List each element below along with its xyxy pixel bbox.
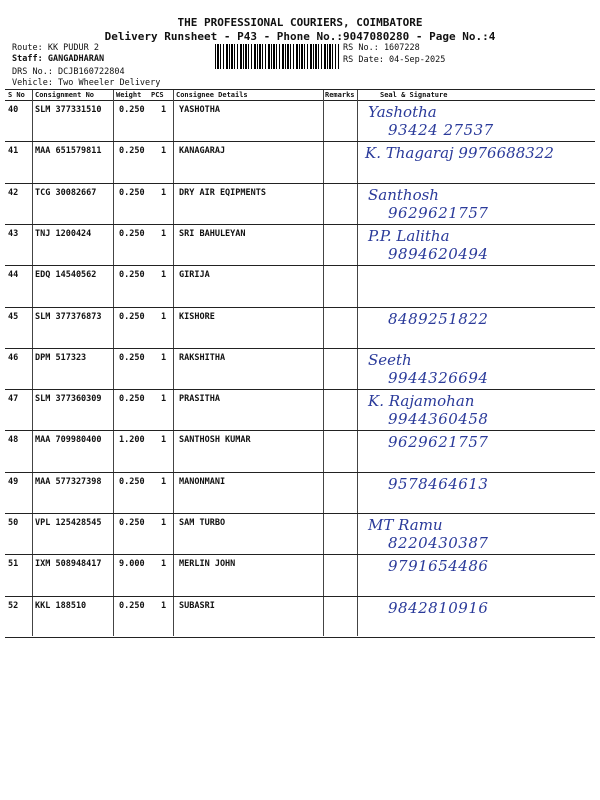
signature-phone: 9629621757 [388,433,489,452]
signature [368,392,488,428]
cell-consignee: GIRIJA [179,270,210,281]
cell-sno: 44 [8,270,19,281]
cell-weight: 0.250 [119,476,145,487]
signature-name: MT Ramu [368,516,443,534]
signature-phone: 9944326694 [388,368,489,387]
row-divider [5,596,595,597]
cell-sno: 50 [8,518,19,528]
staff-name: GANGADHARAN [47,54,105,64]
cell-pcs: 1 [161,228,167,239]
cell-pcs: 1 [161,394,167,405]
cell-consignment: SLM 377360309 [35,394,102,405]
cell-consignment: TCG 30082667 [35,187,97,198]
signature [368,433,488,451]
cell-sno: 47 [8,394,19,405]
cell-pcs: 1 [161,311,167,322]
cell-weight: 9.000 [119,559,145,570]
cell-sno: 49 [8,476,19,487]
document-subtitle: Delivery Runsheet - P43 - Phone No.:9047080280 - Page No.:4 [104,30,496,43]
cell-consignee: DRY AIR EQIPMENTS [179,187,266,198]
signature-phone: 9842810916 [388,598,489,617]
staff-row [12,54,104,64]
signature [368,351,488,387]
barcode [215,44,339,69]
cell-pcs: 1 [161,476,167,487]
row-divider [5,472,595,473]
col-header-consignment: Consignment No [35,91,95,99]
cell-weight: 0.250 [119,518,145,528]
row-divider [5,141,595,142]
signature [365,144,554,162]
row-divider [5,265,595,266]
cell-weight: 0.250 [119,270,145,281]
cell-consignee: SANTHOSH KUMAR [179,435,251,446]
signature [368,227,488,263]
rs-date: RS Date: 04-Sep-2025 [343,55,446,65]
signature-phone: 93424 27537 [388,121,494,139]
cell-pcs: 1 [161,146,167,157]
col-header-pcs: PCS [151,91,164,99]
cell-pcs: 1 [161,105,167,115]
signature [368,516,488,552]
row-divider [5,183,595,184]
cell-pcs: 1 [161,435,167,446]
cell-weight: 1.200 [119,435,145,446]
row-divider [5,637,595,638]
cell-sno: 48 [8,435,19,446]
signature-phone: 9894620494 [388,244,489,263]
cell-consignee: SRI BAHULEYAN [179,228,246,239]
cell-consignment: VPL 125428545 [35,518,102,528]
signature [368,186,488,222]
cell-weight: 0.250 [119,600,145,611]
signature-name: Santhosh [368,185,439,204]
cell-sno: 46 [8,352,19,363]
cell-pcs: 1 [161,187,167,198]
rs-number: RS No.: 1607228 [343,43,420,53]
cell-sno: 51 [8,559,19,570]
cell-sno: 52 [8,600,19,611]
col-header-consignee: Consignee Details [176,91,248,99]
row-divider [5,307,595,308]
cell-sno: 40 [8,105,19,115]
signature-name: Yashotha [368,103,437,121]
cell-weight: 0.250 [119,311,145,322]
drs-number: DRS No.: DCJB160722804 [12,67,125,77]
signature-phone: 9578464613 [388,474,489,493]
cell-sno: 41 [8,146,19,157]
cell-consignment: MAA 709980400 [35,435,102,446]
signature-name: Seeth [368,350,412,369]
signature-phone: 9944360458 [388,410,489,429]
signature-phone: 9629621757 [388,203,489,222]
row-divider [5,513,595,514]
col-header-remarks: Remarks [325,91,355,99]
cell-pcs: 1 [161,559,167,570]
cell-pcs: 1 [161,270,167,281]
signature [368,103,494,139]
signature-name: K. Rajamohan [368,392,475,411]
cell-sno: 43 [8,228,19,239]
cell-consignment: SLM 377331510 [35,105,102,115]
row-divider [5,224,595,225]
row-divider [5,430,595,431]
table-header-rule [5,100,595,101]
cell-weight: 0.250 [119,105,145,115]
cell-weight: 0.250 [119,352,145,363]
signature-phone: 9791654486 [388,557,489,576]
cell-consignment: EDQ 14540562 [35,270,97,281]
cell-pcs: 1 [161,352,167,363]
cell-pcs: 1 [161,600,167,611]
cell-weight: 0.250 [119,394,145,405]
document-title: THE PROFESSIONAL COURIERS, COIMBATORE [177,16,423,29]
signature-name: P.P. Lalitha [368,226,450,245]
cell-consignment: MAA 577327398 [35,476,102,487]
staff-label: Staff: [12,54,43,64]
route-text: Route: KK PUDUR 2 [12,43,99,53]
vehicle-text: Vehicle: Two Wheeler Delivery [12,78,161,88]
cell-consignee: SUBASRI [179,600,215,611]
row-divider [5,389,595,390]
cell-pcs: 1 [161,518,167,528]
col-header-signature: Seal & Signature [380,91,448,99]
signature [368,557,488,575]
cell-consignee: RAKSHITHA [179,352,226,363]
signature-name: K. Thagaraj 9976688322 [365,144,554,163]
cell-consignment: TNJ 1200424 [35,228,92,239]
cell-consignee: PRASITHA [179,394,220,405]
cell-consignee: MERLIN JOHN [179,559,236,570]
cell-consignment: MAA 651579811 [35,146,102,157]
col-header-weight: Weight [116,91,142,99]
cell-consignee: KISHORE [179,311,215,322]
signature-phone: 8220430387 [388,534,489,552]
cell-consignee: SAM TURBO [179,518,226,528]
cell-consignee: MANONMANI [179,476,226,487]
signature-phone: 8489251822 [388,309,489,328]
cell-consignee: YASHOTHA [179,105,220,115]
cell-consignment: SLM 377376873 [35,311,102,322]
signature [368,599,488,617]
cell-consignee: KANAGARAJ [179,146,226,157]
signature [368,310,488,328]
table-top-rule [5,89,595,90]
cell-sno: 45 [8,311,19,322]
cell-weight: 0.250 [119,228,145,239]
row-divider [5,554,595,555]
cell-weight: 0.250 [119,187,145,198]
cell-consignment: DPM 517323 [35,352,87,363]
cell-weight: 0.250 [119,146,145,157]
cell-consignment: IXM 508948417 [35,559,102,570]
signature [368,475,488,493]
cell-consignment: KKL 188510 [35,600,87,611]
cell-sno: 42 [8,187,19,198]
row-divider [5,348,595,349]
col-header-sno: S No [8,91,25,99]
